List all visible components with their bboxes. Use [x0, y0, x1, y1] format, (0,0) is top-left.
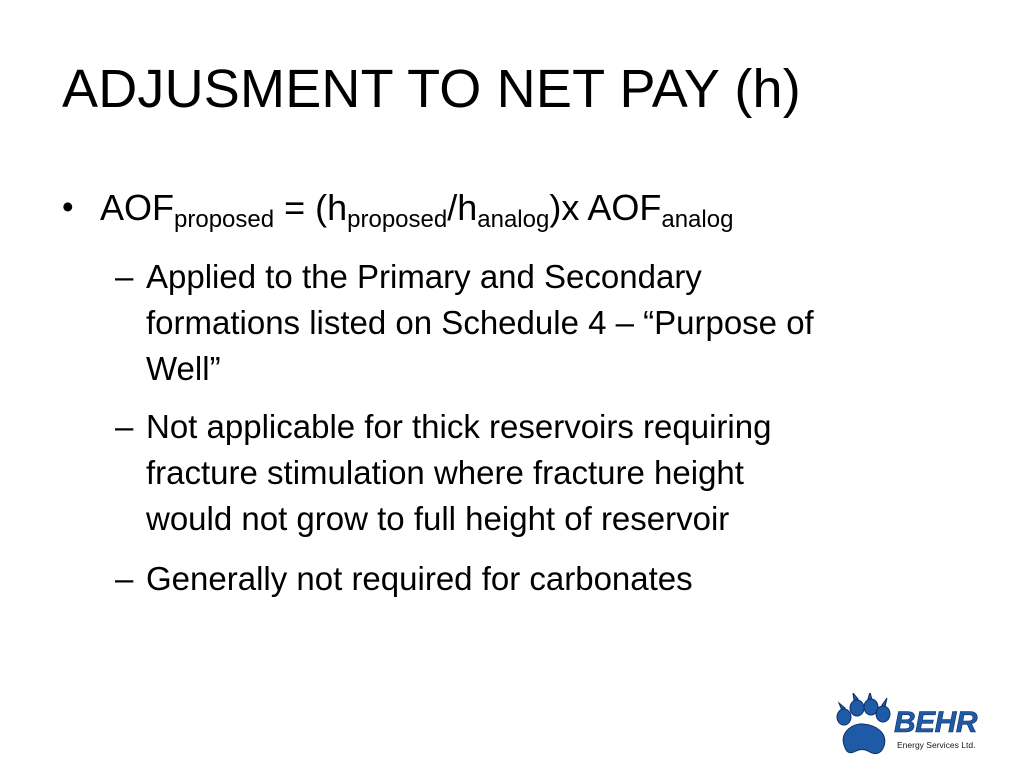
formula-den-sub: analog — [477, 206, 550, 233]
formula-lhs-sub: proposed — [174, 206, 275, 233]
sub-item-line: fracture stimulation where fracture height — [146, 454, 744, 491]
sub-item-1 — [146, 254, 966, 392]
slide-title: ADJUSMENT TO NET PAY (h) — [62, 59, 801, 119]
formula-close-x: )x AOF — [549, 187, 662, 228]
logo-tagline: Energy Services Ltd. — [897, 740, 976, 750]
formula-rhs-sub: analog — [661, 206, 734, 233]
sub-item-2 — [146, 404, 966, 542]
sub-item-line: Not applicable for thick reservoirs requiring — [146, 408, 772, 445]
aof-formula — [100, 187, 734, 233]
bullet-symbol: • — [62, 188, 74, 225]
logo-wordmark: BEHR — [894, 706, 978, 739]
sub-item-line: formations listed on Schedule 4 – “Purpose of — [146, 304, 814, 341]
sub-item-line: Applied to the Primary and Secondary — [146, 258, 702, 295]
sub-item-dash: – — [115, 258, 134, 295]
sub-item-line: Generally not required for carbonates — [146, 560, 693, 597]
sub-item-line: Well” — [146, 350, 221, 387]
sub-item-line: would not grow to full height of reservoir — [146, 500, 730, 537]
formula-slash-h: /h — [447, 187, 478, 228]
sub-item-dash: – — [115, 560, 134, 597]
formula-lhs-base: AOF — [100, 187, 175, 228]
sub-item-dash: – — [115, 408, 134, 445]
formula-num-sub: proposed — [347, 206, 448, 233]
sub-item-3 — [146, 556, 966, 602]
formula-equals-open: = (h — [274, 187, 348, 228]
